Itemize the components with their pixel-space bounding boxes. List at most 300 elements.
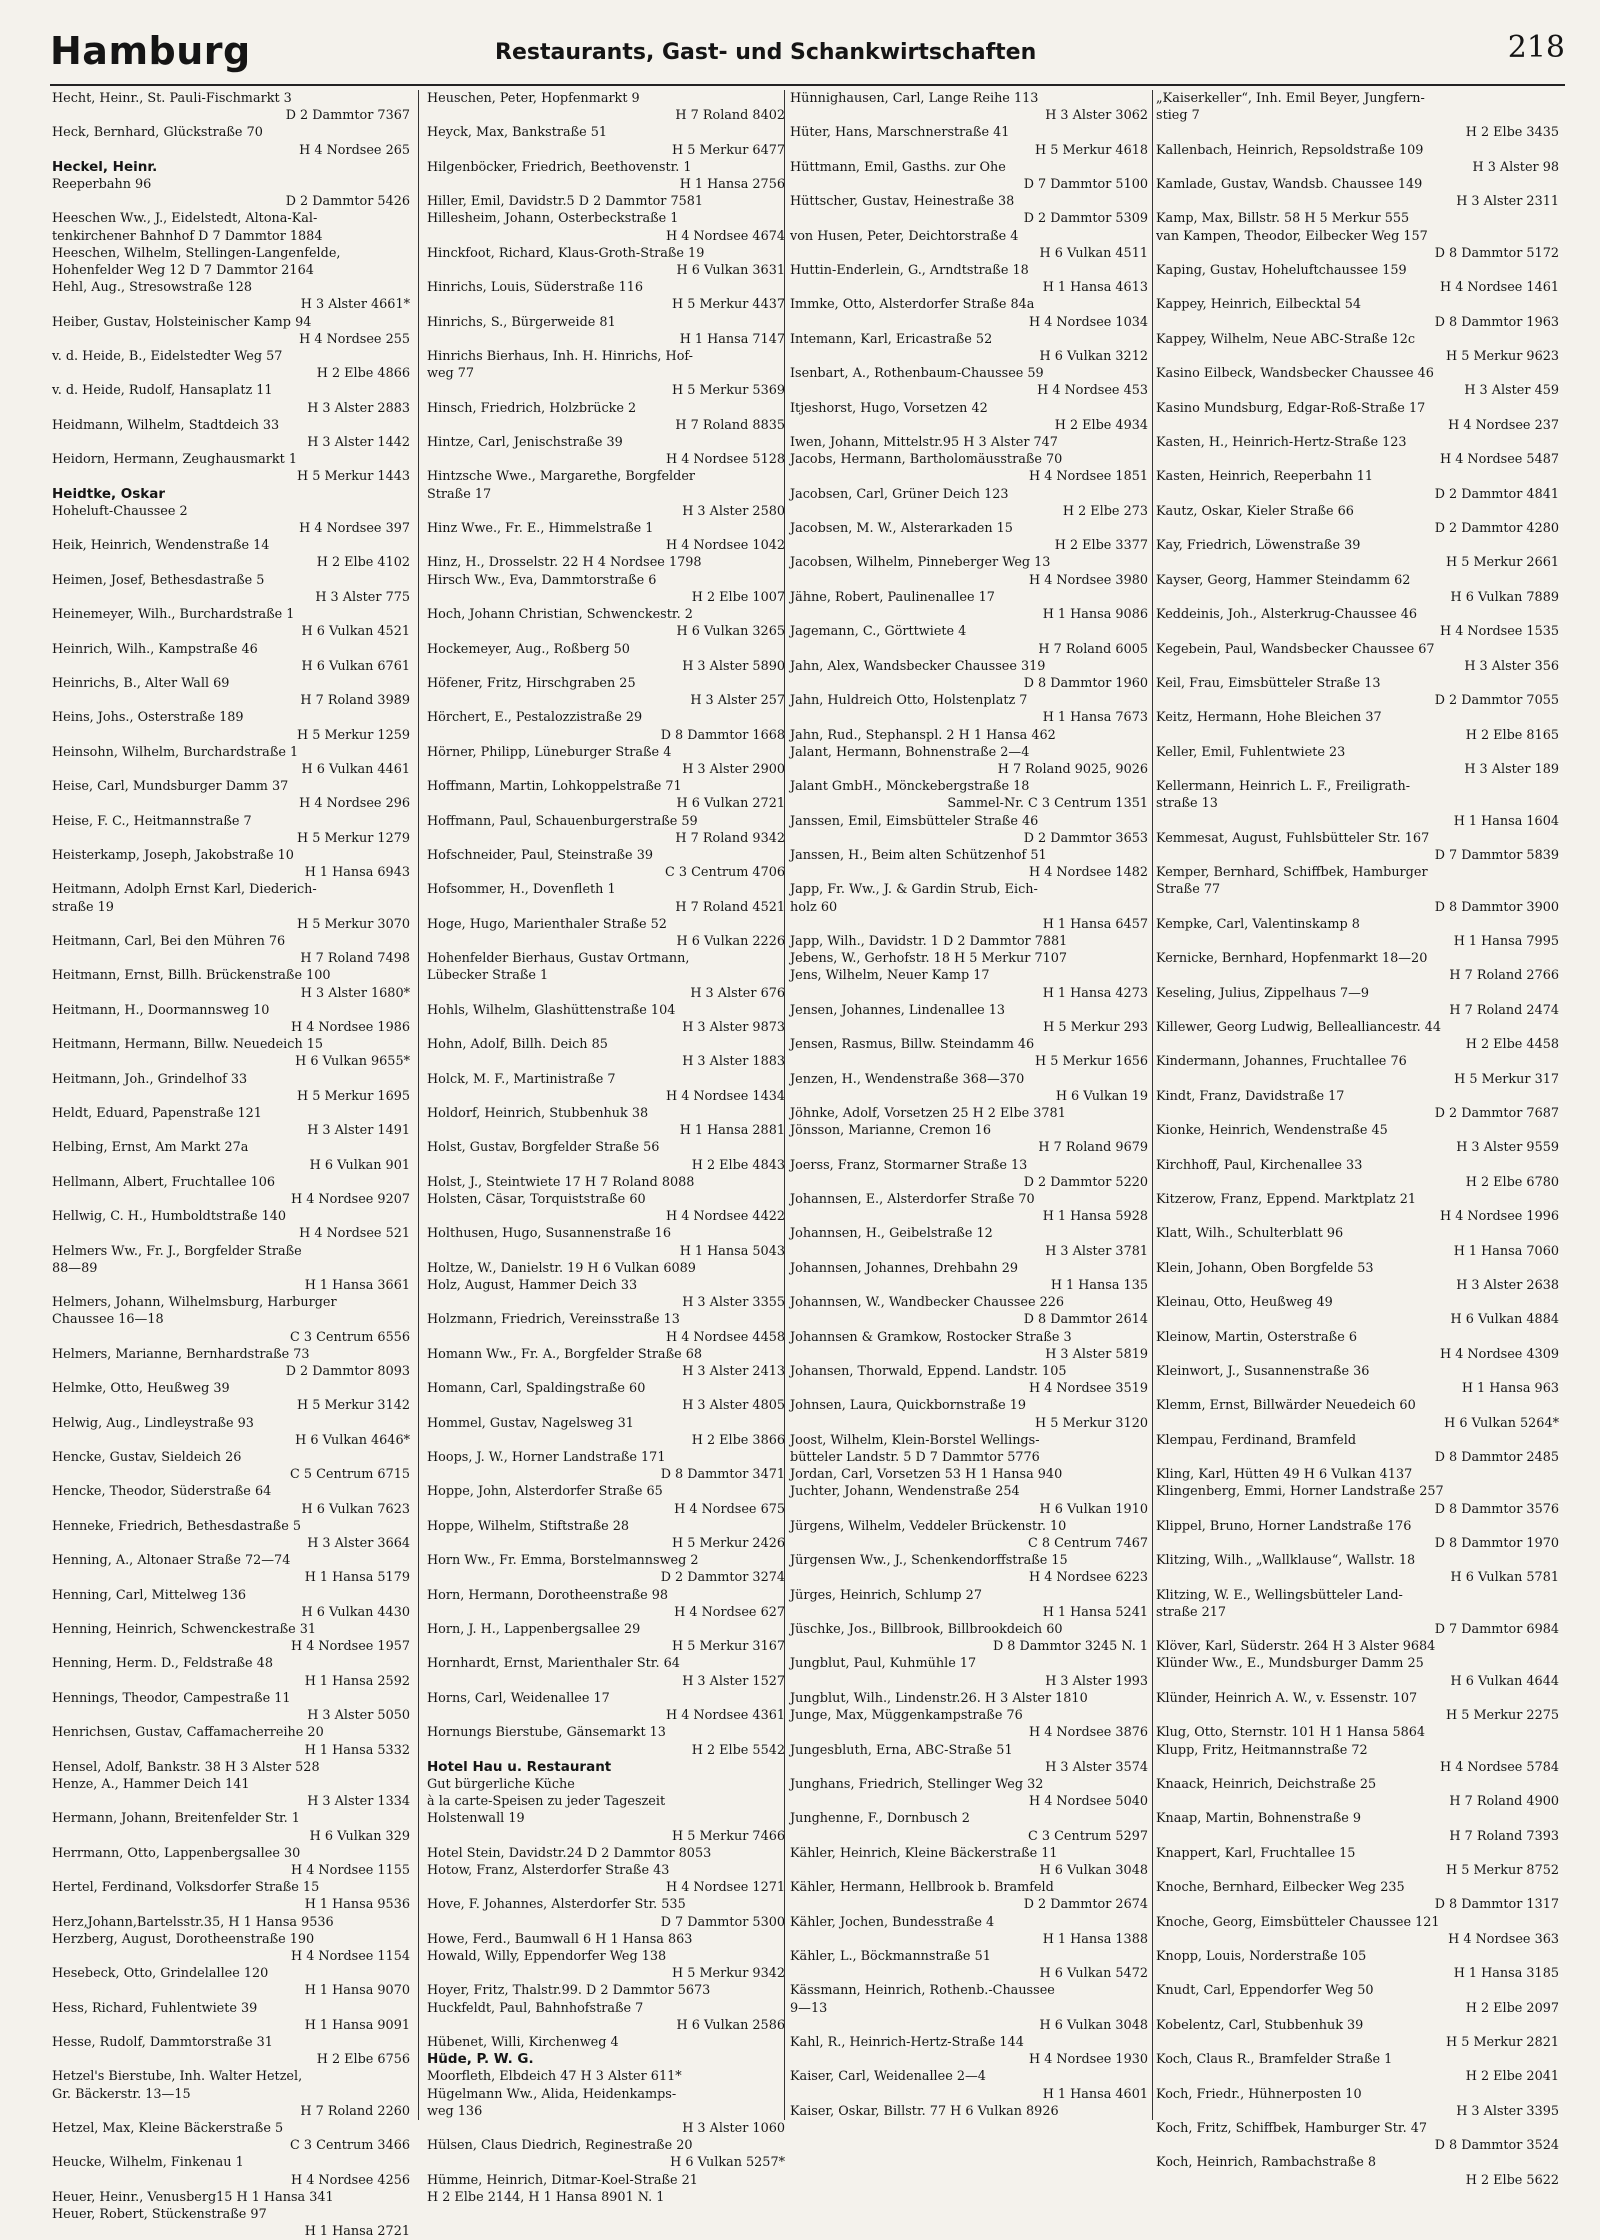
directory-entry (52, 933, 412, 967)
entry-phone: H 1 Hansa 4613 (1042, 280, 1148, 296)
directory-entry (790, 1914, 1150, 1948)
directory-entry (790, 623, 1150, 657)
entry-text: Jalant GmbH., Mönckebergstraße 18 (790, 779, 1030, 795)
directory-entry (790, 1105, 1150, 1122)
entry-text: Holzmann, Friedrich, Vereinsstraße 13 (427, 1312, 680, 1328)
entry-phone: H 3 Alster 1334 (307, 1794, 410, 1810)
directory-entry (427, 1948, 787, 1982)
directory-entry (52, 124, 412, 158)
entry-text: Hofschneider, Paul, Steinstraße 39 (427, 847, 653, 863)
directory-entry (790, 1466, 1150, 1483)
entry-text: Kemper, Bernhard, Schiffbek, Hamburger (1156, 865, 1428, 881)
entry-text: Hinrichs, Louis, Süderstraße 116 (427, 280, 644, 296)
entry-phone: H 1 Hansa 7995 (1453, 933, 1559, 949)
entry-text: Horns, Carl, Weidenallee 17 (427, 1690, 610, 1706)
entry-text: Straße 77 (1156, 882, 1221, 898)
entry-text: Jönsson, Marianne, Cremon 16 (790, 1123, 991, 1139)
directory-entry (52, 90, 412, 124)
entry-phone: C 3 Centrum 3466 (290, 2138, 410, 2154)
entry-phone: C 8 Centrum 7467 (1028, 1536, 1148, 1552)
entry-phone: H 7 Roland 4900 (1449, 1794, 1559, 1810)
entry-text: Jahn, Alex, Wandsbecker Chaussee 319 (790, 658, 1046, 674)
entry-text: Johannsen, E., Alsterdorfer Straße 70 (790, 1192, 1035, 1207)
entry-phone: H 6 Vulkan 4884 (1450, 1312, 1559, 1328)
entry-phone: D 8 Dammtor 1668 (660, 727, 785, 743)
entry-phone: H 4 Nordsee 453 (1037, 383, 1148, 399)
directory-entry (427, 90, 787, 124)
directory-entry (1156, 1879, 1561, 1913)
entry-text: Kindt, Franz, Davidstraße 17 (1156, 1088, 1345, 1104)
directory-entry (427, 1690, 787, 1724)
entry-text: Hintzsche Wwe., Margarethe, Borgfelder (427, 469, 696, 485)
directory-entry (427, 1587, 787, 1621)
entry-text: Heidmann, Wilhelm, Stadtdeich 33 (52, 417, 280, 433)
entry-text: Johannsen, H., Geibelstraße 12 (790, 1226, 993, 1242)
entry-phone: H 1 Hansa 9086 (1042, 607, 1148, 623)
entry-phone: H 2 Elbe 5542 (691, 1742, 785, 1758)
entry-text: Hiller, Emil, Davidstr.5 D 2 Dammtor 7581 (427, 194, 704, 210)
directory-entry (52, 1311, 412, 1345)
column-4 (1156, 90, 1561, 2188)
entry-phone: D 8 Dammtor 5172 (1434, 245, 1559, 261)
entry-phone: H 4 Nordsee 296 (299, 796, 410, 812)
directory-entry (52, 572, 412, 606)
entry-text: Lübecker Straße 1 (427, 968, 549, 984)
entry-phone: H 7 Roland 9342 (675, 830, 785, 846)
entry-phone: H 6 Vulkan 2226 (676, 933, 785, 949)
directory-entry (790, 1483, 1150, 1517)
directory-entry (52, 1931, 412, 1965)
entry-text: Kleinau, Otto, Heußweg 49 (1156, 1295, 1333, 1311)
directory-entry (52, 2034, 412, 2068)
entry-phone: H 1 Hansa 2721 (304, 2224, 410, 2240)
entry-text: Hinrichs, S., Bürgerweide 81 (427, 314, 616, 330)
entry-phone: D 7 Dammtor 5300 (660, 1914, 785, 1930)
entry-text: Jöhnke, Adolf, Vorsetzen 25 H 2 Elbe 3781 (790, 1105, 1066, 1121)
entry-text: Huttin-Enderlein, G., Arndtstraße 18 (790, 263, 1029, 279)
directory-entry (790, 778, 1150, 812)
entry-text: Knappert, Karl, Fruchtallee 15 (1156, 1845, 1356, 1861)
entry-text: Kähler, Hermann, Hellbrook b. Bramfeld (790, 1880, 1054, 1896)
entry-phone: H 3 Alster 459 (1464, 383, 1559, 399)
entry-phone: D 2 Dammtor 5426 (285, 194, 410, 210)
directory-entry (427, 1311, 787, 1345)
entry-text: Heinsohn, Wilhelm, Burchardstraße 1 (52, 744, 299, 760)
entry-text: H 2 Elbe 2144, H 1 Hansa 8901 N. 1 (427, 2189, 665, 2205)
column-divider (1152, 90, 1153, 2120)
entry-phone: H 4 Nordsee 1986 (291, 1019, 410, 1035)
directory-entry (1156, 1157, 1561, 1191)
directory-entry (52, 744, 412, 778)
directory-entry (1156, 176, 1561, 210)
entry-text: Hencke, Gustav, Sieldeich 26 (52, 1450, 242, 1466)
directory-entry (52, 262, 412, 279)
entry-phone: C 3 Centrum 4706 (665, 865, 785, 881)
entry-phone: H 3 Alster 1883 (682, 1054, 785, 1070)
directory-entry (1156, 400, 1561, 434)
entry-text: Helwig, Aug., Lindleystraße 93 (52, 1415, 254, 1431)
entry-text: Junghans, Friedrich, Stellinger Weg 32 (790, 1776, 1044, 1792)
directory-entry (52, 709, 412, 743)
directory-entry (427, 606, 787, 640)
entry-phone: H 1 Hansa 9070 (304, 1983, 410, 1999)
entry-text: Knoche, Bernhard, Eilbecker Weg 235 (1156, 1880, 1405, 1896)
entry-text: Horn Ww., Fr. Emma, Borstelmannsweg 2 (427, 1553, 699, 1569)
entry-text: Hencke, Theodor, Süderstraße 64 (52, 1484, 272, 1500)
directory-entry (1156, 864, 1561, 881)
directory-entry (790, 1518, 1150, 1552)
directory-entry (1156, 1914, 1561, 1948)
entry-text: Heitmann, H., Doormannsweg 10 (52, 1002, 270, 1018)
entry-text: Hess, Richard, Fuhlentwiete 39 (52, 2000, 258, 2016)
directory-entry (427, 1896, 787, 1930)
directory-entry (52, 382, 412, 416)
entry-text: Jürgens, Wilhelm, Veddeler Brückenstr. 10 (790, 1518, 1067, 1534)
entry-text: Klitzing, W. E., Wellingsbütteler Land- (1156, 1587, 1403, 1603)
entry-phone: H 5 Merkur 3142 (297, 1398, 410, 1414)
entry-text: Chaussee 16—18 (52, 1312, 164, 1328)
directory-entry (427, 1105, 787, 1139)
directory-entry (1156, 1294, 1561, 1328)
entry-phone: H 7 Roland 3989 (300, 693, 410, 709)
directory-entry (427, 1845, 787, 1862)
entry-phone: H 4 Nordsee 3876 (1029, 1725, 1148, 1741)
directory-entry (790, 1845, 1150, 1879)
entry-text: Immke, Otto, Alsterdorfer Straße 84a (790, 297, 1035, 313)
directory-entry (1156, 107, 1561, 141)
entry-text: Johannsen & Gramkow, Rostocker Straße 3 (790, 1329, 1072, 1345)
entry-text: Keddeinis, Joh., Alsterkrug-Chaussee 46 (1156, 607, 1418, 623)
directory-entry (427, 1810, 787, 1844)
entry-phone: D 2 Dammtor 5220 (1023, 1174, 1148, 1190)
entry-phone: H 6 Vulkan 4461 (301, 761, 410, 777)
entry-text: Horn, Hermann, Dorotheenstraße 98 (427, 1587, 669, 1603)
directory-entry (427, 2086, 787, 2103)
directory-entry (1156, 1982, 1561, 2016)
entry-text: Janssen, H., Beim alten Schützenhof 51 (790, 847, 1047, 863)
directory-entry (427, 1139, 787, 1173)
entry-text: Holck, M. F., Martinistraße 7 (427, 1071, 616, 1087)
entry-phone: H 1 Hansa 3185 (1453, 1966, 1559, 1982)
entry-phone: H 6 Vulkan 2721 (676, 796, 785, 812)
entry-phone: H 3 Alster 257 (690, 693, 785, 709)
directory-entry (52, 847, 412, 881)
directory-entry (52, 899, 412, 933)
entry-phone: H 6 Vulkan 4646* (295, 1432, 410, 1448)
directory-entry (1156, 1845, 1561, 1879)
entry-text: Iwen, Johann, Mittelstr.95 H 3 Alster 747 (790, 435, 1058, 451)
directory-entry (1156, 985, 1561, 1019)
entry-text: Herz,Johann,Bartelsstr.35, H 1 Hansa 9536 (52, 1914, 334, 1930)
directory-entry (52, 2068, 412, 2085)
directory-entry (1156, 778, 1561, 795)
directory-entry (427, 881, 787, 915)
entry-text: Heisterkamp, Joseph, Jakobstraße 10 (52, 847, 294, 863)
directory-entry (1156, 641, 1561, 675)
entry-text: Kitzerow, Franz, Eppend. Marktplatz 21 (1156, 1192, 1417, 1207)
entry-phone: H 4 Nordsee 3980 (1029, 572, 1148, 588)
directory-entry (52, 1260, 412, 1294)
entry-text: Jacobsen, M. W., Alsterarkaden 15 (790, 521, 1013, 537)
directory-entry (427, 314, 787, 348)
entry-phone: H 4 Nordsee 5128 (666, 452, 785, 468)
entry-text: Juchter, Johann, Wendenstraße 254 (790, 1484, 1020, 1500)
entry-text: Kautz, Oskar, Kieler Straße 66 (1156, 503, 1354, 519)
directory-entry (427, 744, 787, 778)
entry-phone: H 7 Roland 9679 (1038, 1140, 1148, 1156)
directory-entry (427, 1346, 787, 1380)
entry-phone: H 4 Nordsee 3519 (1029, 1381, 1148, 1397)
entry-text: Jüschke, Jos., Billbrook, Billbrookdeich 60 (790, 1622, 1063, 1638)
entry-text: Holst, J., Steintwiete 17 H 7 Roland 8088 (427, 1174, 695, 1190)
entry-text: straße 217 (1156, 1604, 1227, 1620)
entry-phone: H 6 Vulkan 5472 (1039, 1966, 1148, 1982)
entry-text: Hotel Stein, Davidstr.24 D 2 Dammtor 8053 (427, 1845, 712, 1861)
directory-entry (1156, 1466, 1561, 1483)
entry-phone: D 2 Dammtor 3653 (1023, 830, 1148, 846)
directory-entry (52, 606, 412, 640)
entry-text: Heinemeyer, Wilh., Burchardstraße 1 (52, 607, 295, 623)
entry-phone: D 8 Dammtor 1317 (1434, 1897, 1559, 1913)
entry-text: Hehl, Aug., Stresowstraße 128 (52, 280, 252, 296)
entry-text: Killewer, Georg Ludwig, Belleallianсestr. 44 (1156, 1019, 1442, 1035)
entry-phone: D 7 Dammtor 5100 (1023, 177, 1148, 193)
directory-entry (427, 1174, 787, 1191)
directory-entry (1156, 1518, 1561, 1552)
directory-entry (790, 1810, 1150, 1844)
entry-text: Heitmann, Adolph Ernst Karl, Diederich- (52, 882, 317, 898)
directory-entry (427, 348, 787, 365)
entry-phone: H 3 Alster 2638 (1456, 1278, 1559, 1294)
entry-phone: H 1 Hansa 2881 (679, 1123, 785, 1139)
entry-phone: H 3 Alster 356 (1464, 658, 1559, 674)
directory-entry (52, 1621, 412, 1655)
entry-phone: H 7 Roland 8835 (675, 417, 785, 433)
entry-phone: H 1 Hansa 5928 (1042, 1209, 1148, 1225)
entry-text: Hornhardt, Ernst, Marienthaler Str. 64 (427, 1656, 680, 1672)
entry-text: Keitz, Hermann, Hohe Bleichen 37 (1156, 710, 1382, 726)
directory-entry (52, 279, 412, 313)
entry-phone: H 4 Nordsee 5784 (1440, 1759, 1559, 1775)
entry-text: Helmers Ww., Fr. J., Borgfelder Straße (52, 1243, 302, 1259)
entry-text: Heck, Bernhard, Glückstraße 70 (52, 125, 263, 141)
directory-entry (427, 1483, 787, 1517)
entry-phone: D 8 Dammtor 3245 N. 1 (992, 1639, 1148, 1655)
entry-phone: H 2 Elbe 3866 (691, 1432, 785, 1448)
entry-phone: H 6 Vulkan 1910 (1039, 1501, 1148, 1517)
directory-entry (790, 1432, 1150, 1449)
entry-text: Hohn, Adolf, Billh. Deich 85 (427, 1037, 608, 1053)
entry-text: Jürges, Heinrich, Schlump 27 (790, 1587, 982, 1603)
entry-text: weg 136 (427, 2103, 483, 2119)
entry-phone: H 5 Merkur 293 (1043, 1019, 1148, 1035)
entry-phone: H 4 Nordsee 1034 (1029, 314, 1148, 330)
entry-phone: D 2 Dammtor 7687 (1434, 1105, 1559, 1121)
directory-entry (52, 1208, 412, 1242)
entry-text: Kobelentz, Carl, Stubbenhuk 39 (1156, 2017, 1364, 2033)
entry-text: Kempke, Carl, Valentinskamp 8 (1156, 916, 1360, 932)
directory-entry (427, 709, 787, 743)
entry-text: „Kaiserkeller“, Inh. Emil Beyer, Jungfern- (1156, 91, 1425, 106)
entry-text: Hove, F. Johannes, Alsterdorfer Str. 535 (427, 1897, 686, 1913)
entry-text: Hinckfoot, Richard, Klaus-Groth-Straße 19 (427, 245, 705, 261)
entry-text: Hohenfelder Weg 12 D 7 Dammtor 2164 (52, 263, 314, 279)
directory-entry (1156, 675, 1561, 709)
directory-entry (790, 2103, 1150, 2120)
directory-entry (790, 967, 1150, 1001)
entry-phone: H 3 Alster 1491 (307, 1123, 410, 1139)
entry-phone: H 5 Merkur 9342 (672, 1966, 785, 1982)
entry-text: Knaack, Heinrich, Deichstraße 25 (1156, 1776, 1377, 1792)
column-1 (52, 90, 412, 2240)
directory-entry (1156, 142, 1561, 176)
entry-phone: C 3 Centrum 6556 (290, 1329, 410, 1345)
entry-phone: H 6 Vulkan 7623 (301, 1501, 410, 1517)
page-header (50, 28, 1565, 78)
entry-phone: H 5 Merkur 2821 (1446, 2034, 1559, 2050)
entry-phone: H 5 Merkur 1279 (297, 830, 410, 846)
directory-entry (790, 1071, 1150, 1105)
entry-phone: H 6 Vulkan 4644 (1450, 1673, 1559, 1689)
entry-phone: H 7 Roland 7393 (1449, 1828, 1559, 1844)
directory-entry (52, 1346, 412, 1380)
entry-text: Jalant, Hermann, Bohnenstraße 2—4 (790, 744, 1030, 760)
entry-text: Heins, Johs., Osterstraße 189 (52, 710, 244, 726)
entry-phone: H 4 Nordsee 9207 (291, 1192, 410, 1207)
entry-phone: H 1 Hansa 1604 (1453, 813, 1559, 829)
entry-text: Koch, Friedr., Hühnerposten 10 (1156, 2086, 1362, 2102)
directory-entry (790, 1329, 1150, 1363)
entry-phone: H 1 Hansa 7060 (1453, 1243, 1559, 1259)
entry-phone: H 3 Alster 5050 (307, 1708, 410, 1724)
directory-entry (790, 2068, 1150, 2102)
entry-text: Jebens, W., Gerhofstr. 18 H 5 Merkur 7107 (790, 951, 1068, 967)
entry-phone: H 2 Elbe 4102 (316, 555, 410, 571)
directory-entry (52, 813, 412, 847)
entry-text: Hinsch, Friedrich, Holzbrücke 2 (427, 400, 637, 416)
directory-entry (790, 228, 1150, 262)
entry-phone: H 4 Nordsee 4309 (1440, 1346, 1559, 1362)
directory-entry (790, 1225, 1150, 1259)
entry-phone: H 6 Vulkan 4430 (301, 1604, 410, 1620)
directory-entry (52, 675, 412, 709)
directory-entry (52, 417, 412, 451)
entry-phone: H 4 Nordsee 5040 (1029, 1794, 1148, 1810)
entry-text: Kegebein, Paul, Wandsbecker Chaussee 67 (1156, 641, 1435, 657)
entry-phone: H 4 Nordsee 4458 (666, 1329, 785, 1345)
entry-phone: H 5 Merkur 317 (1454, 1071, 1559, 1087)
column-divider (784, 90, 785, 2120)
directory-entry (52, 210, 412, 227)
entry-phone: H 5 Merkur 2661 (1446, 555, 1559, 571)
directory-entry (790, 1948, 1150, 1982)
directory-entry (427, 210, 787, 244)
directory-entry (1156, 1810, 1561, 1844)
entry-text: Helbing, Ernst, Am Markt 27a (52, 1140, 249, 1156)
entry-text: Kässmann, Heinrich, Rothenb.-Chaussee (790, 1983, 1055, 1999)
entry-text: Hümme, Heinrich, Ditmar-Koel-Straße 21 (427, 2172, 698, 2188)
entry-text: Henning, Herm. D., Feldstraße 48 (52, 1656, 273, 1672)
directory-entry (52, 1449, 412, 1483)
directory-entry (1156, 1638, 1561, 1655)
directory-entry (427, 365, 787, 399)
entry-text: Hellwig, C. H., Humboldtstraße 140 (52, 1209, 287, 1225)
directory-entry (790, 1002, 1150, 1036)
directory-entry (1156, 468, 1561, 502)
entry-text: Hecht, Heinr., St. Pauli-Fischmarkt 3 (52, 91, 292, 106)
entry-phone: Sammel-Nr. C 3 Centrum 1351 (947, 796, 1148, 812)
entry-text: Heckel, Heinr. (52, 158, 158, 175)
entry-text: Heyck, Max, Bankstraße 51 (427, 125, 608, 141)
entry-text: Kaiser, Carl, Weidenallee 2—4 (790, 2069, 986, 2085)
directory-entry (1156, 950, 1561, 984)
directory-entry (790, 1707, 1150, 1741)
directory-entry (790, 1879, 1150, 1913)
entry-text: Holz, August, Hammer Deich 33 (427, 1278, 638, 1294)
entry-text: Heiber, Gustav, Holsteinischer Kamp 94 (52, 314, 312, 330)
directory-entry (52, 1914, 412, 1931)
entry-text: van Kampen, Theodor, Eilbecker Weg 157 (1156, 228, 1428, 244)
entry-text: Koch, Fritz, Schiffbek, Hamburger Str. 47 (1156, 2120, 1428, 2136)
entry-phone: H 2 Elbe 3435 (1465, 125, 1559, 141)
directory-entry (1156, 1587, 1561, 1604)
directory-entry (427, 675, 787, 709)
entry-text: Jens, Wilhelm, Neuer Kamp 17 (790, 968, 990, 984)
directory-entry (1156, 1432, 1561, 1466)
directory-entry (52, 1776, 412, 1810)
directory-entry (790, 1191, 1150, 1225)
entry-text: Jacobsen, Wilhelm, Pinneberger Weg 13 (790, 555, 1051, 571)
entry-text: Henning, Heinrich, Schwenckestraße 31 (52, 1622, 317, 1638)
entry-phone: H 3 Alster 1442 (307, 435, 410, 451)
entry-text: Hoheluft-Chaussee 2 (52, 503, 188, 519)
entry-text: Horn, J. H., Lappenbergsallee 29 (427, 1622, 641, 1638)
directory-entry (52, 1552, 412, 1586)
directory-entry (790, 1449, 1150, 1466)
entry-text: Hüde, P. W. G. (427, 2051, 534, 2068)
directory-entry (427, 641, 787, 675)
directory-entry (427, 279, 787, 313)
entry-phone: H 5 Merkur 2426 (672, 1536, 785, 1552)
directory-entry (1156, 1088, 1561, 1122)
directory-entry (427, 1225, 787, 1259)
entry-text: Hockemeyer, Aug., Roßberg 50 (427, 641, 630, 657)
directory-entry (790, 1621, 1150, 1655)
entry-phone: H 3 Alster 2900 (682, 761, 785, 777)
entry-phone: H 1 Hansa 5179 (304, 1570, 410, 1586)
directory-entry (1156, 503, 1561, 537)
entry-phone: H 3 Alster 98 (1472, 159, 1559, 175)
entry-text: Heitmann, Hermann, Billw. Neuedeich 15 (52, 1037, 324, 1053)
entry-text: Hommel, Gustav, Nagelsweg 31 (427, 1415, 634, 1431)
entry-phone: H 6 Vulkan 19 (1055, 1088, 1148, 1104)
directory-entry (427, 1260, 787, 1277)
directory-entry (427, 1191, 787, 1225)
directory-entry (52, 451, 412, 485)
entry-text: Hügelmann Ww., Alida, Heidenkamps- (427, 2086, 677, 2102)
entry-text: Henning, A., Altonaer Straße 72—74 (52, 1553, 291, 1569)
entry-text: Jagemann, C., Görttwiete 4 (790, 624, 967, 640)
directory-entry (427, 1621, 787, 1655)
entry-phone: H 4 Nordsee 237 (1448, 417, 1559, 433)
entry-text: Jähne, Robert, Paulinenallee 17 (790, 589, 995, 605)
entry-phone: H 4 Nordsee 1154 (291, 1948, 410, 1964)
entry-phone: H 1 Hansa 2756 (679, 177, 785, 193)
entry-phone: H 1 Hansa 5332 (304, 1742, 410, 1758)
directory-entry (790, 193, 1150, 227)
entry-phone: H 6 Vulkan 329 (309, 1828, 410, 1844)
entry-text: holz 60 (790, 899, 838, 915)
